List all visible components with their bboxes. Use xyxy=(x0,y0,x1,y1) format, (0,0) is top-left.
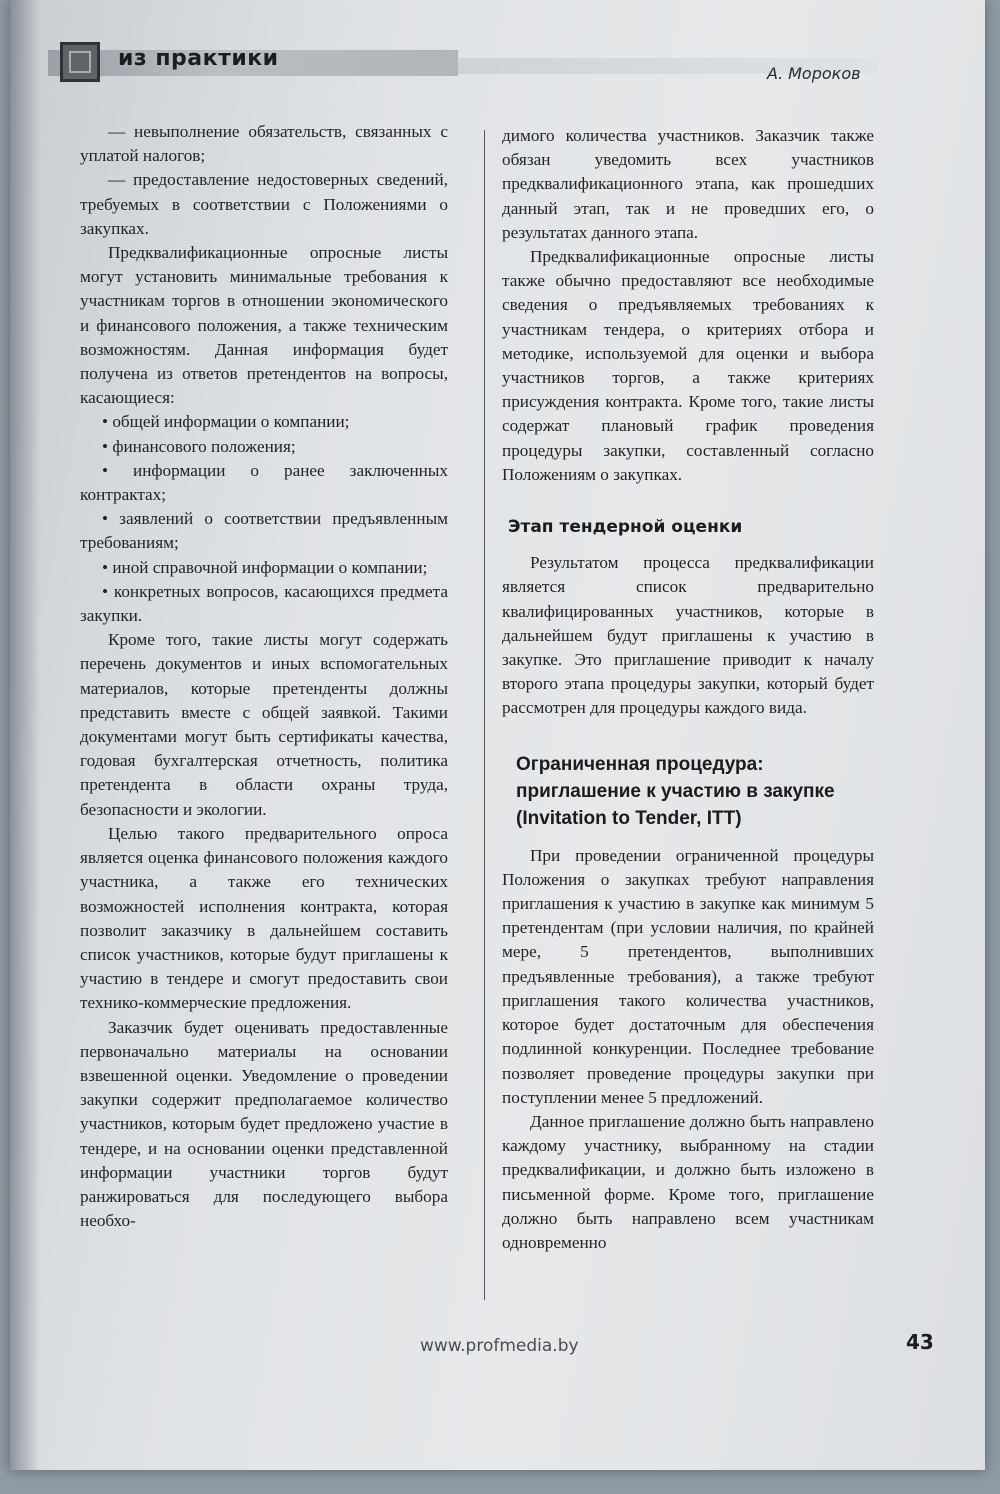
paragraph: При проведении ограниченной процедуры Положения о закупках требуют направления приглашения к участию в закупке как минимум 5 претендентам (при условии наличия, по крайней мере, 5 претендентов, выполнивших предъявленные требования), а также требуют приглашения такого количества участников, которое будет достаточным для обеспечения подлинной конкуренции. Последнее требование позволяет проведение процедуры закупки при поступлении менее 5 предложений. xyxy=(502,845,874,1107)
list-item: — предоставление недостоверных сведений, требуемых в соответствии с Положениями о закупках. xyxy=(80,170,448,238)
paragraph: Результатом процесса предквалификации является список предварительно квалифицированных участников, которые в дальнейшем будут приглашены к участию в закупке. Это приглашение приводит к началу второго этапа процедуры закупки, который будет рассмотрен для процедуры каждого вида. xyxy=(502,553,874,718)
paragraph: димого количества участников. Заказчик также обязан уведомить всех участников предквалификационного этапа, как прошедших данный этап, так и не проведших его, о результатах данного этапа. xyxy=(502,126,874,242)
subheading: Этап тендерной оценки xyxy=(508,517,743,538)
list-item: • конкретных вопросов, касающихся предмета закупки. xyxy=(80,581,448,626)
list-item: — невыполнение обязательств, связанных с уплатой налогов; xyxy=(80,122,448,166)
paragraph: Предквалификационные опросные листы также обычно предоставляют все необходимые сведения о предъявляемых требованиях к участникам тендера, о критериях отбора и методике, используемой для оценки и выбора участников торгов, а также критериях присуждения контракта. Кроме того, такие листы содержат плановый график проведения процедуры закупки, составленный согласно Положениям о закупках. xyxy=(502,247,874,484)
list-item: • финансового положения; xyxy=(102,436,296,456)
square-inner-frame xyxy=(69,51,91,73)
section-square-icon xyxy=(60,42,100,82)
footer-url: www.profmedia.by xyxy=(420,1336,579,1356)
paragraph: Предквалификационные опросные листы могут установить минимальные требования к участникам торгов в отношении экономического и финансового положения, а также техническим возможностям. Данная информация будет получена из ответов претендентов на вопросы, касающиеся: xyxy=(80,243,448,408)
left-column xyxy=(80,120,448,1233)
paragraph: Кроме того, такие листы могут содержать перечень документов и иных вспомогательных материалов, которые претенденты должны представить вместе с общей заявкой. Такими документами могут быть сертификаты качества, годовая бухгалтерская отчетность, политика претендента в области охраны труда, безопасности и экологии. xyxy=(80,630,448,819)
page-number: 43 xyxy=(906,1330,934,1354)
paragraph: Целью такого предварительного опроса является оценка финансового положения каждого участника, а также его технических возможностей исполнения контракта, которая позволит заказчику в дальнейшем составить список участников, которые будут приглашены к участию в тендере и смогут предоставить свои технико-коммерческие предложения. xyxy=(80,823,448,1013)
list-item: • заявлений о соответствии предъявленным требованиям; xyxy=(80,509,448,553)
magazine-page xyxy=(10,0,985,1470)
column-divider xyxy=(484,130,485,1300)
list-item: • иной справочной информации о компании; xyxy=(102,557,428,577)
page-binding-shadow xyxy=(10,0,40,1470)
right-column xyxy=(502,124,874,1255)
paragraph: Заказчик будет оценивать предоставленные первоначально материалы на основании взвешенной оценки. Уведомление о проведении закупки содержит предполагаемое количество участников, которым будет предложено участие в тендере, и на основании оценки представленной информации участники торгов будут ранжироваться для последующего выбора необхо- xyxy=(80,1017,448,1231)
author-name: А. Мороков xyxy=(767,64,861,83)
section-title: из практики xyxy=(118,46,279,71)
list-item: • информации о ранее заключенных контрактах; xyxy=(80,460,448,505)
list-item: • общей информации о компании; xyxy=(102,412,350,432)
section-heading: Ограниченная процедура: приглашение к участию в закупке (Invitation to Tender, ITT) xyxy=(516,753,835,829)
paragraph: Данное приглашение должно быть направлено каждому участнику, выбранному на стадии предквалификации, и должно быть изложено в письменной форме. Кроме того, приглашение должно быть направлено всем участникам одновременно xyxy=(502,1111,874,1252)
